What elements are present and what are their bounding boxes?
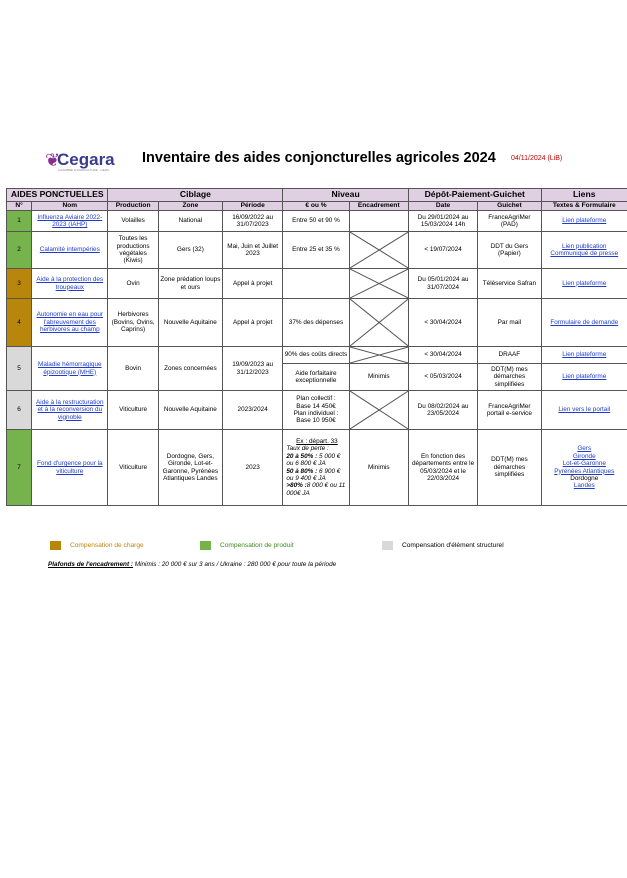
periode-cell: Appel à projet	[223, 269, 283, 299]
cross-mark	[350, 299, 408, 346]
row-number: 2	[7, 232, 32, 269]
row-number: 5	[7, 347, 32, 391]
periode-cell: Appel à projet	[223, 299, 283, 347]
aide-name-link[interactable]: Influenza Aviaire 2022-2023 (IAHP)	[32, 211, 108, 232]
group-niveau: Niveau	[283, 189, 409, 202]
row-number: 3	[7, 269, 32, 299]
legend-item-charge	[50, 541, 144, 550]
date-cell: < 30/04/2024	[408, 299, 477, 347]
niveau-cell: Aide forfaitaire exceptionnelle	[283, 364, 349, 391]
logo-text: Cegara	[57, 150, 115, 169]
niveau-cell: 90% des coûts directs	[283, 347, 349, 364]
column-header-row	[7, 202, 627, 211]
zone-cell: Nouvelle Aquitaine	[158, 391, 222, 430]
aide-name-link[interactable]: Aide à la protection des troupeaux	[32, 269, 108, 299]
encadrement-crossed-cell	[349, 269, 408, 299]
leaf-icon: ❦	[45, 150, 61, 170]
col-periode: Période	[223, 202, 283, 211]
guichet-cell: DDT du Gers (Papier)	[478, 232, 541, 269]
lien-landes-link[interactable]: Landes	[573, 482, 595, 490]
niveau-cell: Entre 25 et 35 %	[283, 232, 349, 269]
legend-label: Compensation d'élément structurel	[402, 542, 504, 549]
row-number: 6	[7, 391, 32, 430]
col-textes: Textes & Formulaire	[541, 202, 627, 211]
row-number: 7	[7, 430, 32, 506]
cegara-logo	[45, 148, 115, 174]
lien-gers-link[interactable]: Gers	[577, 445, 592, 453]
encadrement-crossed-cell	[349, 232, 408, 269]
guichet-cell: DDT(M) mes démarches simplifiées	[478, 364, 541, 391]
dordogne-text: Dordogne	[570, 474, 599, 482]
liens-cell	[541, 430, 627, 506]
lien-plateforme-link[interactable]: Lien plateforme	[541, 211, 627, 232]
table-row	[7, 299, 627, 347]
zone-cell: Zone prédation loups et ours	[158, 269, 222, 299]
aide-name-link[interactable]: Calamité intempéries	[32, 232, 108, 269]
date-cell: < 05/03/2024	[408, 364, 477, 391]
group-liens: Liens	[541, 189, 627, 202]
col-date: Date	[408, 202, 477, 211]
group-depot: Dépôt-Paiement-Guichet	[408, 189, 541, 202]
lien-portail-link[interactable]: Lien vers le portail	[541, 391, 627, 430]
production-cell: Viticulture	[108, 430, 158, 506]
lien-gironde-link[interactable]: Gironde	[572, 452, 596, 460]
cross-mark	[350, 347, 408, 363]
col-nom: Nom	[32, 202, 108, 211]
periode-cell: 19/09/2023 au 31/12/2023	[223, 347, 283, 391]
legend-swatch	[200, 541, 211, 550]
aides-table	[6, 188, 627, 506]
cross-mark	[350, 269, 408, 298]
col-zone: Zone	[158, 202, 222, 211]
legend-item-structurel	[382, 541, 504, 550]
lien-plateforme-link[interactable]: Lien plateforme	[541, 269, 627, 299]
periode-cell: 2023	[223, 430, 283, 506]
col-production: Production	[108, 202, 158, 211]
zone-cell: National	[158, 211, 222, 232]
plafonds-text: Minimis : 20 000 € sur 3 ans / Ukraine : 280 000 € pour toute la période	[132, 561, 337, 568]
lien-plateforme-link[interactable]: Lien plateforme	[541, 364, 627, 391]
lien-plateforme-link[interactable]: Lien plateforme	[541, 347, 627, 364]
date-cell: Du 29/01/2024 au 15/03/2024 14h	[408, 211, 477, 232]
page-title: Inventaire des aides conjoncturelles agricoles 2024	[142, 150, 496, 166]
group-header-row	[7, 189, 627, 202]
table-row	[7, 232, 627, 269]
production-cell: Toutes les productions végétales (Kiwis)	[108, 232, 158, 269]
col-encadrement: Encadrement	[349, 202, 408, 211]
encadrement-cell: Minimis	[349, 364, 408, 391]
encadrement-crossed-cell	[349, 391, 408, 430]
plafonds-note	[48, 561, 336, 568]
communique-presse-link[interactable]: Communiqué de presse	[550, 250, 619, 257]
niveau-cell: Plan collectif : Base 14 450€ Plan individuel : Base 10 950€	[283, 391, 349, 430]
zone-cell: Zones concernées	[158, 347, 222, 391]
niveau-cell: Ex : départ. 33 Taux de perte : 20 à 50% : 5 000 € ou 6 800 € JA 50 à 80% : 6 900 € ou 9 400 € JA >80% :8 000 € ou 11 000€ JA	[283, 430, 349, 506]
encadrement-crossed-cell	[349, 299, 408, 347]
row-number: 4	[7, 299, 32, 347]
logo-tagline: CHAMBRE D'AGRICULTURE · GERS	[58, 168, 110, 172]
lien-publication-link[interactable]: Lien publication	[562, 242, 607, 250]
aide-name-link[interactable]: Maladie hémorragique épizootique (MHE)	[32, 347, 108, 391]
table-row	[7, 269, 627, 299]
guichet-cell: Par mail	[478, 299, 541, 347]
production-cell: Ovin	[108, 269, 158, 299]
col-num: N°	[7, 202, 32, 211]
date-cell: En fonction des départements entre le 05/03/2024 et le 22/03/2024	[408, 430, 477, 506]
table-row	[7, 391, 627, 430]
guichet-cell: FranceAgriMer portail e-service	[478, 391, 541, 430]
niveau-cell: Entre 50 et 90 %	[283, 211, 349, 232]
niveau-cell	[283, 269, 349, 299]
zone-cell: Gers (32)	[158, 232, 222, 269]
lien-pyrenees-link[interactable]: Pyrénées Atlantiques	[554, 467, 615, 475]
guichet-cell: DRAAF	[478, 347, 541, 364]
date-cell: < 19/07/2024	[408, 232, 477, 269]
formulaire-demande-link[interactable]: Formulaire de demande	[541, 299, 627, 347]
guichet-cell: FranceAgriMer (PAD)	[478, 211, 541, 232]
production-cell: Herbivores (Bovins, Ovins, Caprins)	[108, 299, 158, 347]
encadrement-cell	[349, 211, 408, 232]
periode-cell: 2023/2024	[223, 391, 283, 430]
legend-label: Compensation de charge	[70, 542, 144, 549]
date-cell: < 30/04/2024	[408, 347, 477, 364]
aide-name-link[interactable]: Autonomie en eau pour l'abreuvement des herbivores au champ	[32, 299, 108, 347]
guichet-cell: DDT(M) mes démarches simplifiées	[478, 430, 541, 506]
date-cell: Du 08/02/2024 au 23/05/2024	[408, 391, 477, 430]
aide-name-link[interactable]: Fond d'urgence pour la viticulture	[32, 430, 108, 506]
plafonds-label: Plafonds de l'encadrement :	[48, 561, 133, 568]
liens-cell	[541, 232, 627, 269]
row-number: 1	[7, 211, 32, 232]
guichet-cell: Téléservice Safran	[478, 269, 541, 299]
table-row	[7, 211, 627, 232]
lien-lot-et-garonne-link[interactable]: Lot-et-Garonne	[562, 460, 606, 468]
aide-name-link[interactable]: Aide à la restructuration et à la reconversion du vignoble	[32, 391, 108, 430]
group-aides-ponctuelles: AIDES PONCTUELLES	[7, 189, 108, 202]
periode-cell: Mai, Juin et Juillet 2023	[223, 232, 283, 269]
zone-cell: Nouvelle Aquitaine	[158, 299, 222, 347]
zone-cell: Dordogne, Gers, Gironde, Lot-et-Garonne, Pyrénées Atlantiques Landes	[158, 430, 222, 506]
group-ciblage: Ciblage	[108, 189, 283, 202]
legend-label: Compensation de produit	[220, 542, 294, 549]
legend-swatch	[382, 541, 393, 550]
date-cell: Du 05/01/2024 au 31/07/2024	[408, 269, 477, 299]
legend-swatch	[50, 541, 61, 550]
legend-item-produit	[200, 541, 294, 550]
production-cell: Viticulture	[108, 391, 158, 430]
niveau-cell: 37% des dépenses	[283, 299, 349, 347]
table-row	[7, 430, 627, 506]
production-cell: Volailles	[108, 211, 158, 232]
encadrement-cell: Minimis	[349, 430, 408, 506]
production-cell: Bovin	[108, 347, 158, 391]
encadrement-crossed-cell	[349, 347, 408, 364]
col-guichet: Guichet	[478, 202, 541, 211]
document-date: 04/11/2024 (LiB)	[511, 155, 563, 162]
cross-mark	[350, 391, 408, 429]
table-row	[7, 347, 627, 364]
periode-cell: 16/09/2022 au 31/07/2023	[223, 211, 283, 232]
col-niveau: € ou %	[283, 202, 349, 211]
cross-mark	[350, 232, 408, 268]
